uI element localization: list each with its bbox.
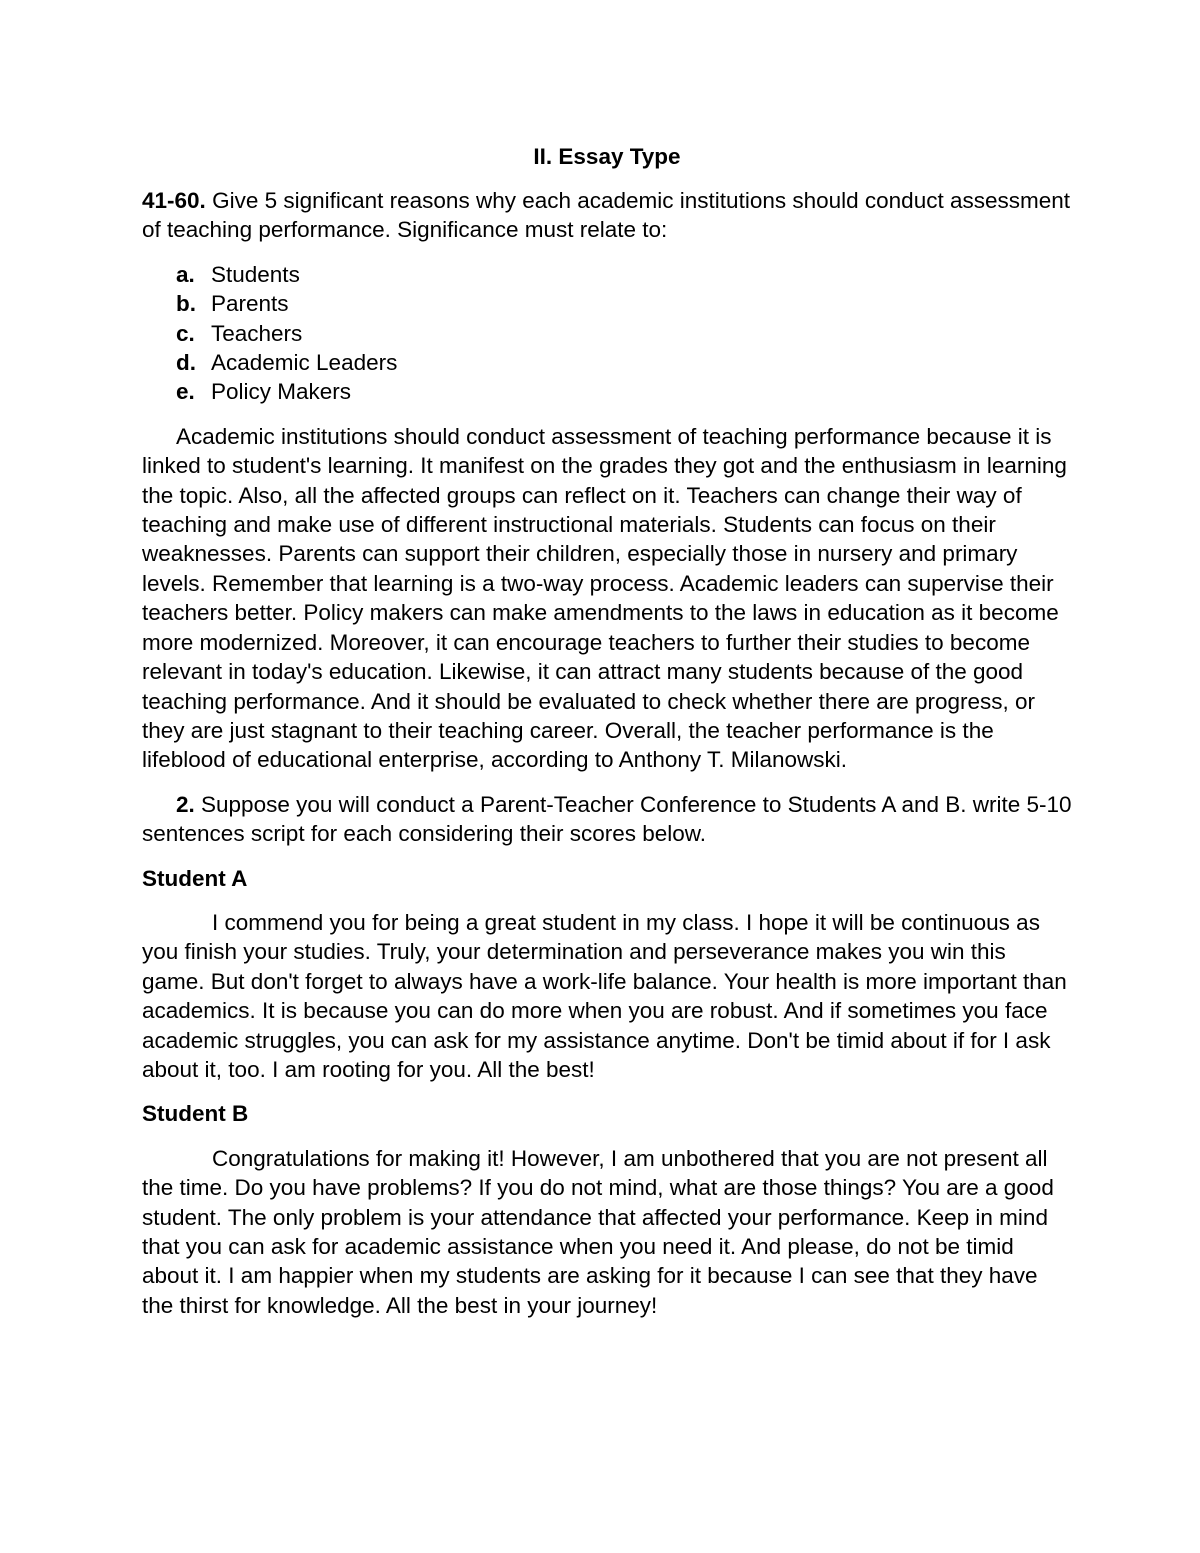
- section-title: II. Essay Type: [533, 144, 681, 169]
- option-item: [176, 260, 1072, 289]
- student-b-heading: Student B: [142, 1101, 249, 1127]
- question-1-prompt: [142, 186, 1072, 245]
- question-1-number: 41-60.: [142, 188, 206, 213]
- option-text: Policy Makers: [211, 379, 352, 405]
- student-b-script: Congratulations for making it! However, I am unbothered that you are not present all the time. Do you have problems? If you do not mind, what are those things? You are a good student. The only problem is your attendance that affected your performance. Keep in mind that you can ask for academic assistance when you need it. And please, do not be timid about it. I am happier when my students are asking for it because I can see that they have the thirst for knowledge. All the best in your journey!: [142, 1145, 1054, 1318]
- option-text: Academic Leaders: [211, 350, 398, 376]
- option-letter: e.: [176, 379, 195, 405]
- option-item: [176, 377, 1072, 406]
- question-2-number: 2.: [176, 791, 195, 817]
- question-1-text: Give 5 significant reasons why each academic institutions should conduct assessment of teaching performance. Significance must relate to:: [142, 188, 1071, 243]
- question-2-text: Suppose you will conduct a Parent-Teacher Conference to Students A and B. write 5-10 sentences script for each considering their scores below.: [142, 791, 1072, 847]
- option-list: [142, 260, 1072, 407]
- question-2-prompt: [142, 790, 1072, 849]
- student-a-heading: Student A: [142, 865, 248, 891]
- option-item: [176, 319, 1072, 348]
- question-1-answer: Academic institutions should conduct assessment of teaching performance because it is linked to student's learning. It manifest on the grades they got and the enthusiasm in learning the topic. Also, all the affected groups can reflect on it. Teachers can change their way of teaching and make use of different instructional materials. Students can focus on their weaknesses. Parents can support their children, especially those in nursery and primary levels. Remember that learning is a two-way process. Academic leaders can supervise their teachers better. Policy makers can make amendments to the laws in education as it become more modernized. Moreover, it can encourage teachers to further their studies to become relevant in today's education. Likewise, it can attract many students because of the good teaching performance. And it should be evaluated to check whether there are progress, or they are just stagnant to their teaching career. Overall, the teacher performance is the lifeblood of educational enterprise, according to Anthony T. Milanowski.: [142, 423, 1067, 773]
- student-a-script: I commend you for being a great student in my class. I hope it will be continuous as you finish your studies. Truly, your determination and perseverance makes you win this game. But don't forget to always have a work-life balance. Your health is more important than academics. It is because you can do more when you are robust. And if sometimes you face academic struggles, you can ask for my assistance anytime. Don't be timid about if for I ask about it, too. I am rooting for you. All the best!: [142, 909, 1067, 1082]
- option-letter: c.: [176, 320, 195, 346]
- option-letter: b.: [176, 291, 196, 317]
- option-letter: a.: [176, 261, 195, 287]
- option-item: [176, 348, 1072, 377]
- option-text: Teachers: [211, 320, 303, 346]
- document-page: [142, 142, 1072, 1335]
- option-letter: d.: [176, 350, 196, 376]
- option-text: Parents: [211, 291, 289, 317]
- option-item: [176, 289, 1072, 318]
- option-text: Students: [211, 261, 300, 287]
